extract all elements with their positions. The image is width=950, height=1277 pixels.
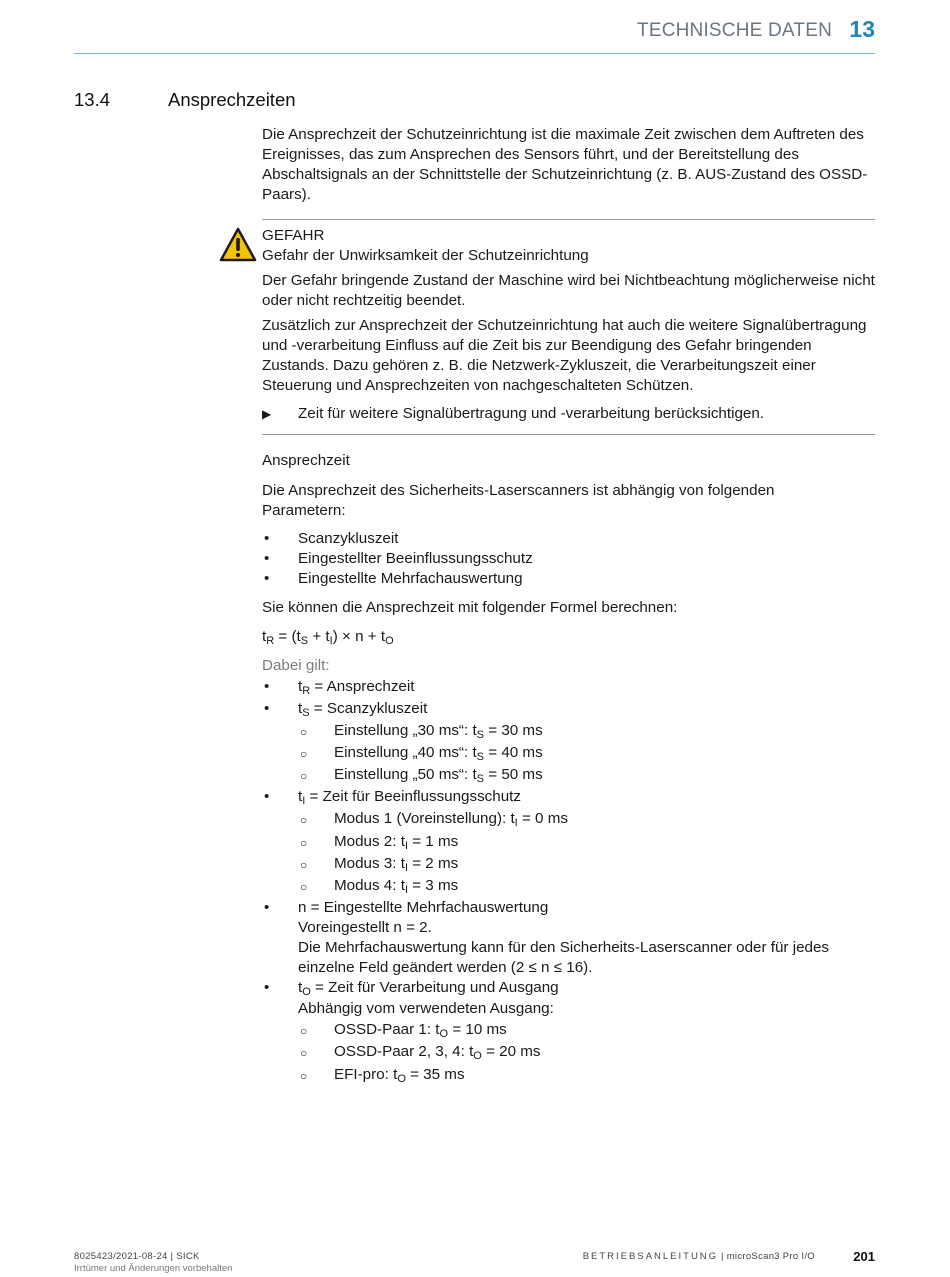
bullet-icon: • [264, 899, 270, 916]
circle-bullet-icon: ○ [300, 769, 308, 783]
circle-bullet-icon: ○ [300, 858, 308, 872]
action-arrow-icon: ▶ [262, 407, 272, 421]
header-divider [74, 53, 875, 54]
bullet-icon: • [264, 700, 270, 717]
bullet-icon: • [264, 979, 270, 996]
danger-subtitle: Gefahr der Unwirksamkeit der Schutzeinrichtung [262, 247, 589, 264]
header-title: TECHNISCHE DATEN [637, 20, 832, 41]
footer-manual-label: BETRIEBSANLEITUNG [582, 1251, 719, 1262]
circle-bullet-icon: ○ [300, 1024, 308, 1038]
circle-bullet-icon: ○ [300, 747, 308, 761]
formula: $t_R = (t_S + t_I) \times n + t_O$ [262, 628, 394, 647]
footer-product: | microScan3 Pro I/O [718, 1251, 815, 1262]
circle-bullet-icon: ○ [300, 880, 308, 894]
bullet-icon: • [264, 530, 270, 547]
intro-paragraph: Die Ansprechzeit der Schutzeinrichtung ist die maximale Zeit zwischen dem Auftreten des Ereignisses, das zum Ansprechen des Sensors führt, und der Bereitstellung des Abschaltsignals an der Schnittstelle der Schutzeinrichtung (z. B. AUS-Zustand des OSSD-Paars). [262, 126, 868, 203]
footer-manual [583, 1251, 815, 1262]
danger-top-rule [262, 219, 875, 220]
footer-doc-id: 8025423/2021-08-24 | SICK [74, 1251, 200, 1262]
section-title: Ansprechzeiten [168, 89, 296, 110]
danger-label: GEFAHR [262, 227, 325, 244]
bullet-icon: • [264, 788, 270, 805]
circle-bullet-icon: ○ [300, 725, 308, 739]
danger-action-text: Zeit für weitere Signalübertragung und -verarbeitung berücksichtigen. [298, 405, 765, 422]
danger-text-1: Der Gefahr bringende Zustand der Maschine wird bei Nichtbeachtung möglicherweise nicht oder nicht rechtzeitig beendet. [262, 272, 875, 309]
danger-block [262, 226, 875, 401]
circle-bullet-icon: ○ [300, 813, 308, 827]
bullet-icon: • [264, 550, 270, 567]
page-number: 201 [853, 1249, 875, 1264]
dabei-label: Dabei gilt: [262, 657, 330, 674]
chapter-number: 13 [849, 16, 875, 42]
footer-disclaimer: Irrtümer und Änderungen vorbehalten [74, 1263, 233, 1274]
danger-bottom-rule [262, 434, 875, 435]
subsection-heading: Ansprechzeit [262, 452, 350, 469]
section-number: 13.4 [74, 89, 111, 110]
danger-text-2: Zusätzlich zur Ansprechzeit der Schutzeinrichtung hat auch die weitere Signalübertragung und -verarbeitung Einfluss auf die Zeit bis zur Beendigung des Gefahr bringenden Zustands. Dazu gehören z. B. die Netzwerk-Zykluszeit, die Verarbeitungszeit einer Steuerung und Ansprechzeiten von nachgeschalteten Schützen. [262, 317, 867, 394]
bullet-icon: • [264, 678, 270, 695]
circle-bullet-icon: ○ [300, 1046, 308, 1060]
bullet-icon: • [264, 570, 270, 587]
warning-triangle-icon [219, 227, 257, 263]
formula-intro: Sie können die Ansprechzeit mit folgender Formel berechnen: [262, 599, 678, 616]
circle-bullet-icon: ○ [300, 836, 308, 850]
params-intro: Die Ansprechzeit des Sicherheits-Laserscanners ist abhängig von folgenden Parametern: [262, 482, 775, 519]
circle-bullet-icon: ○ [300, 1069, 308, 1083]
